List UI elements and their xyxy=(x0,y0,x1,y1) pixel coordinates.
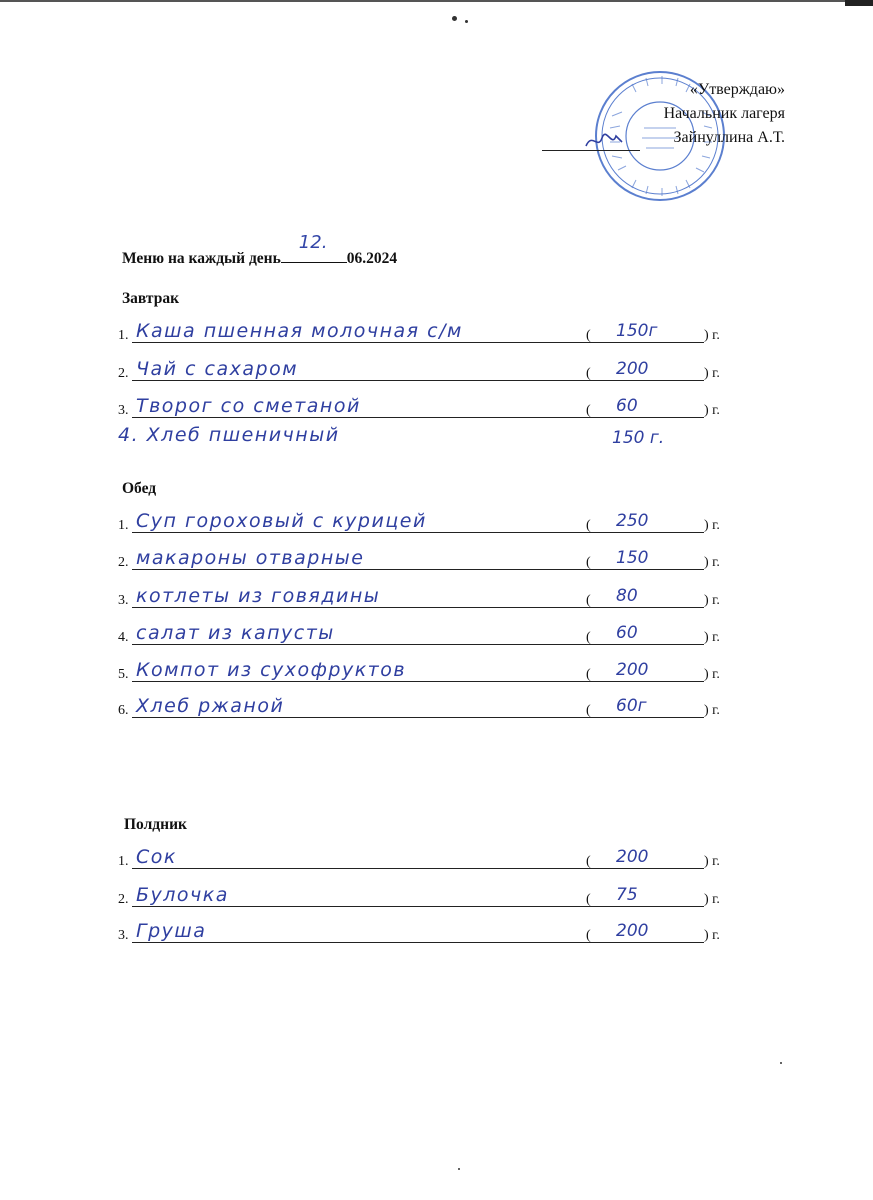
menu-title-date: 06.2024 xyxy=(346,250,398,267)
lunch-item xyxy=(118,585,728,611)
dish-name: Суп гороховый с курицей xyxy=(136,510,427,532)
qty-underline xyxy=(594,681,704,682)
dish-name: Хлеб ржаной xyxy=(136,695,285,717)
scan-top-edge xyxy=(0,0,873,2)
signature-scribble xyxy=(582,128,626,154)
unit-label: ) г. xyxy=(704,854,720,869)
lunch-item xyxy=(118,695,728,721)
approval-position: Начальник лагеря xyxy=(663,105,785,122)
qty-underline xyxy=(594,717,704,718)
item-number: 2. xyxy=(118,555,129,570)
item-number: 6. xyxy=(118,703,129,718)
dish-name: Компот из сухофруктов xyxy=(136,659,407,681)
item-number: 1. xyxy=(118,518,129,533)
dish-qty: 80 xyxy=(616,586,638,606)
date-day-handwritten: 12. xyxy=(298,232,328,253)
dish-name: салат из капусты xyxy=(136,622,335,644)
scan-speck xyxy=(465,20,468,23)
lunch-item xyxy=(118,659,728,685)
lunch-item xyxy=(118,547,728,573)
lunch-item xyxy=(118,510,728,536)
qty-underline xyxy=(594,868,704,869)
qty-underline xyxy=(594,906,704,907)
lunch-item xyxy=(118,622,728,648)
qty-underline xyxy=(594,607,704,608)
item-number: 5. xyxy=(118,667,129,682)
breakfast-extra-qty: 150 г. xyxy=(612,428,665,448)
approval-name: Зайнуллина А.Т. xyxy=(673,129,785,146)
dish-name: макароны отварные xyxy=(136,547,365,569)
paren-open: ( xyxy=(586,892,591,907)
snack-heading: Полдник xyxy=(124,816,187,833)
unit-label: ) г. xyxy=(704,630,720,645)
item-number: 3. xyxy=(118,403,129,418)
breakfast-item xyxy=(118,358,728,384)
qty-underline xyxy=(594,644,704,645)
menu-title xyxy=(122,232,398,268)
snack-item xyxy=(118,884,728,910)
qty-underline xyxy=(594,417,704,418)
snack-item xyxy=(118,920,728,946)
paren-open: ( xyxy=(586,555,591,570)
scan-speck xyxy=(452,16,457,21)
dish-qty: 200 xyxy=(616,921,649,941)
scan-corner-mark xyxy=(845,0,873,6)
unit-label: ) г. xyxy=(704,892,720,907)
breakfast-heading: Завтрак xyxy=(122,290,180,307)
dish-qty: 75 xyxy=(616,885,638,905)
item-number: 2. xyxy=(118,366,129,381)
paren-open: ( xyxy=(586,854,591,869)
dish-qty: 150 xyxy=(616,548,649,568)
unit-label: ) г. xyxy=(704,518,720,533)
item-number: 4. xyxy=(118,630,129,645)
qty-underline xyxy=(594,380,704,381)
qty-underline xyxy=(594,942,704,943)
date-day-blank xyxy=(281,232,347,263)
paren-open: ( xyxy=(586,328,591,343)
item-number: 1. xyxy=(118,328,129,343)
paren-open: ( xyxy=(586,928,591,943)
paren-open: ( xyxy=(586,366,591,381)
item-number: 3. xyxy=(118,593,129,608)
snack-item xyxy=(118,846,728,872)
dish-qty: 200 xyxy=(616,847,649,867)
dish-name: Чай с сахаром xyxy=(136,358,299,380)
dish-qty: 200 xyxy=(616,359,649,379)
dish-name: Груша xyxy=(136,920,207,942)
paren-open: ( xyxy=(586,403,591,418)
dish-name: Булочка xyxy=(136,884,229,906)
unit-label: ) г. xyxy=(704,555,720,570)
approval-heading: «Утверждаю» xyxy=(689,81,785,98)
paren-open: ( xyxy=(586,667,591,682)
breakfast-extra-dish: 4. Хлеб пшеничный xyxy=(118,424,340,446)
unit-label: ) г. xyxy=(704,593,720,608)
paren-open: ( xyxy=(586,518,591,533)
unit-label: ) г. xyxy=(704,366,720,381)
scan-speck xyxy=(780,1062,782,1064)
dish-qty: 150г xyxy=(616,321,658,341)
paren-open: ( xyxy=(586,703,591,718)
qty-underline xyxy=(594,532,704,533)
item-number: 3. xyxy=(118,928,129,943)
breakfast-item xyxy=(118,395,728,421)
scan-speck xyxy=(458,1168,460,1170)
unit-label: ) г. xyxy=(704,403,720,418)
breakfast-item xyxy=(118,320,728,346)
unit-label: ) г. xyxy=(704,703,720,718)
dish-name: котлеты из говядины xyxy=(136,585,381,607)
dish-qty: 250 xyxy=(616,511,649,531)
item-number: 2. xyxy=(118,892,129,907)
unit-label: ) г. xyxy=(704,328,720,343)
unit-label: ) г. xyxy=(704,928,720,943)
item-number: 1. xyxy=(118,854,129,869)
dish-qty: 60 xyxy=(616,623,638,643)
dish-qty: 200 xyxy=(616,660,649,680)
dish-name: Каша пшенная молочная с/м xyxy=(136,320,463,342)
lunch-heading: Обед xyxy=(122,480,157,497)
qty-underline xyxy=(594,342,704,343)
paren-open: ( xyxy=(586,630,591,645)
unit-label: ) г. xyxy=(704,667,720,682)
dish-name: Сок xyxy=(136,846,177,868)
menu-title-prefix: Меню на каждый день xyxy=(122,250,281,267)
dish-qty: 60 xyxy=(616,396,638,416)
approval-block xyxy=(664,78,785,150)
qty-underline xyxy=(594,569,704,570)
dish-name: Творог со сметаной xyxy=(136,395,361,417)
paren-open: ( xyxy=(586,593,591,608)
dish-qty: 60г xyxy=(616,696,647,716)
